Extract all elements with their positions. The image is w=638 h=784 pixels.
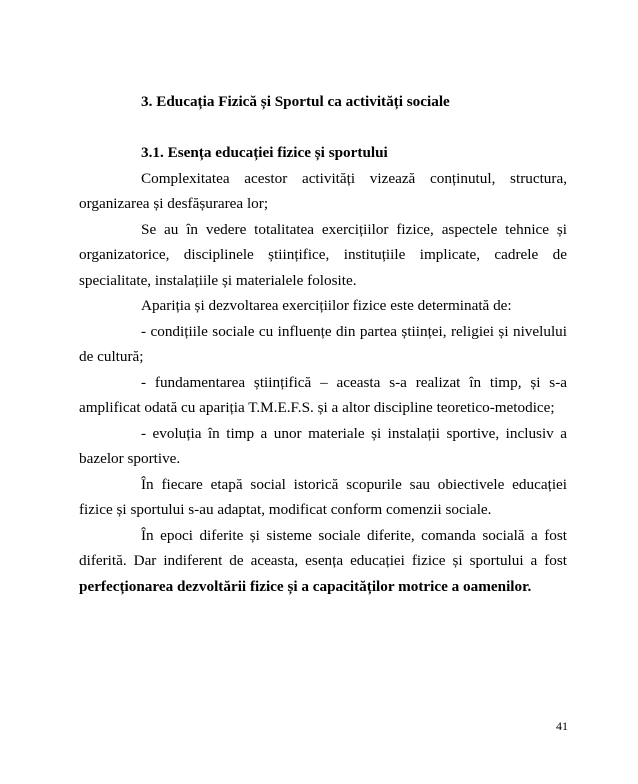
list-item-social-conditions: - condițiile sociale cu influențe din partea științei, religiei și nivelului de cultură; [79, 322, 567, 365]
paragraph-totality: Se au în vedere totalitatea exercițiilor fizice, aspectele tehnice și organizatorice, disciplinele științifice, instituțiile implicate, cadrele de specialitate, instalațiile și materialele folosite. [79, 220, 567, 289]
paragraph-appearance: Apariția și dezvoltarea exercițiilor fizice este determinată de: [141, 297, 512, 314]
conclusion-bold-text: perfecționarea dezvoltării fizice și a capacităților motrice a oamenilor. [79, 577, 532, 595]
subsection-title: 3.1. Esența educației fizice și sportului [141, 144, 388, 161]
document-body [79, 89, 567, 599]
paragraph-complexity: Complexitatea acestor activități vizează conținutul, structura, organizarea și desfășurarea lor; [79, 169, 567, 212]
page-number: 41 [556, 719, 568, 733]
section-title: 3. Educația Fizică și Sportul ca activități sociale [141, 93, 450, 110]
list-item-scientific-foundation: - fundamentarea științifică – aceasta s-a realizat în timp, și s-a amplificat odată cu apariția T.M.E.F.S. și a altor discipline teoretico-metodice; [79, 373, 567, 416]
paragraph-historical-stages: În fiecare etapă social istorică scopurile sau obiectivele educației fizice și sportului s-au adaptat, modificat conform comenzii sociale. [79, 475, 567, 518]
conclusion-lead-text: În epoci diferite și sisteme sociale diferite, comanda socială a fost diferită. Dar indiferent de aceasta, esența educației fizice și sportului a fost [79, 526, 567, 569]
list-item-evolution: - evoluția în timp a unor materiale și instalații sportive, inclusiv a bazelor sportive. [79, 424, 567, 467]
paragraph-conclusion [79, 523, 567, 600]
